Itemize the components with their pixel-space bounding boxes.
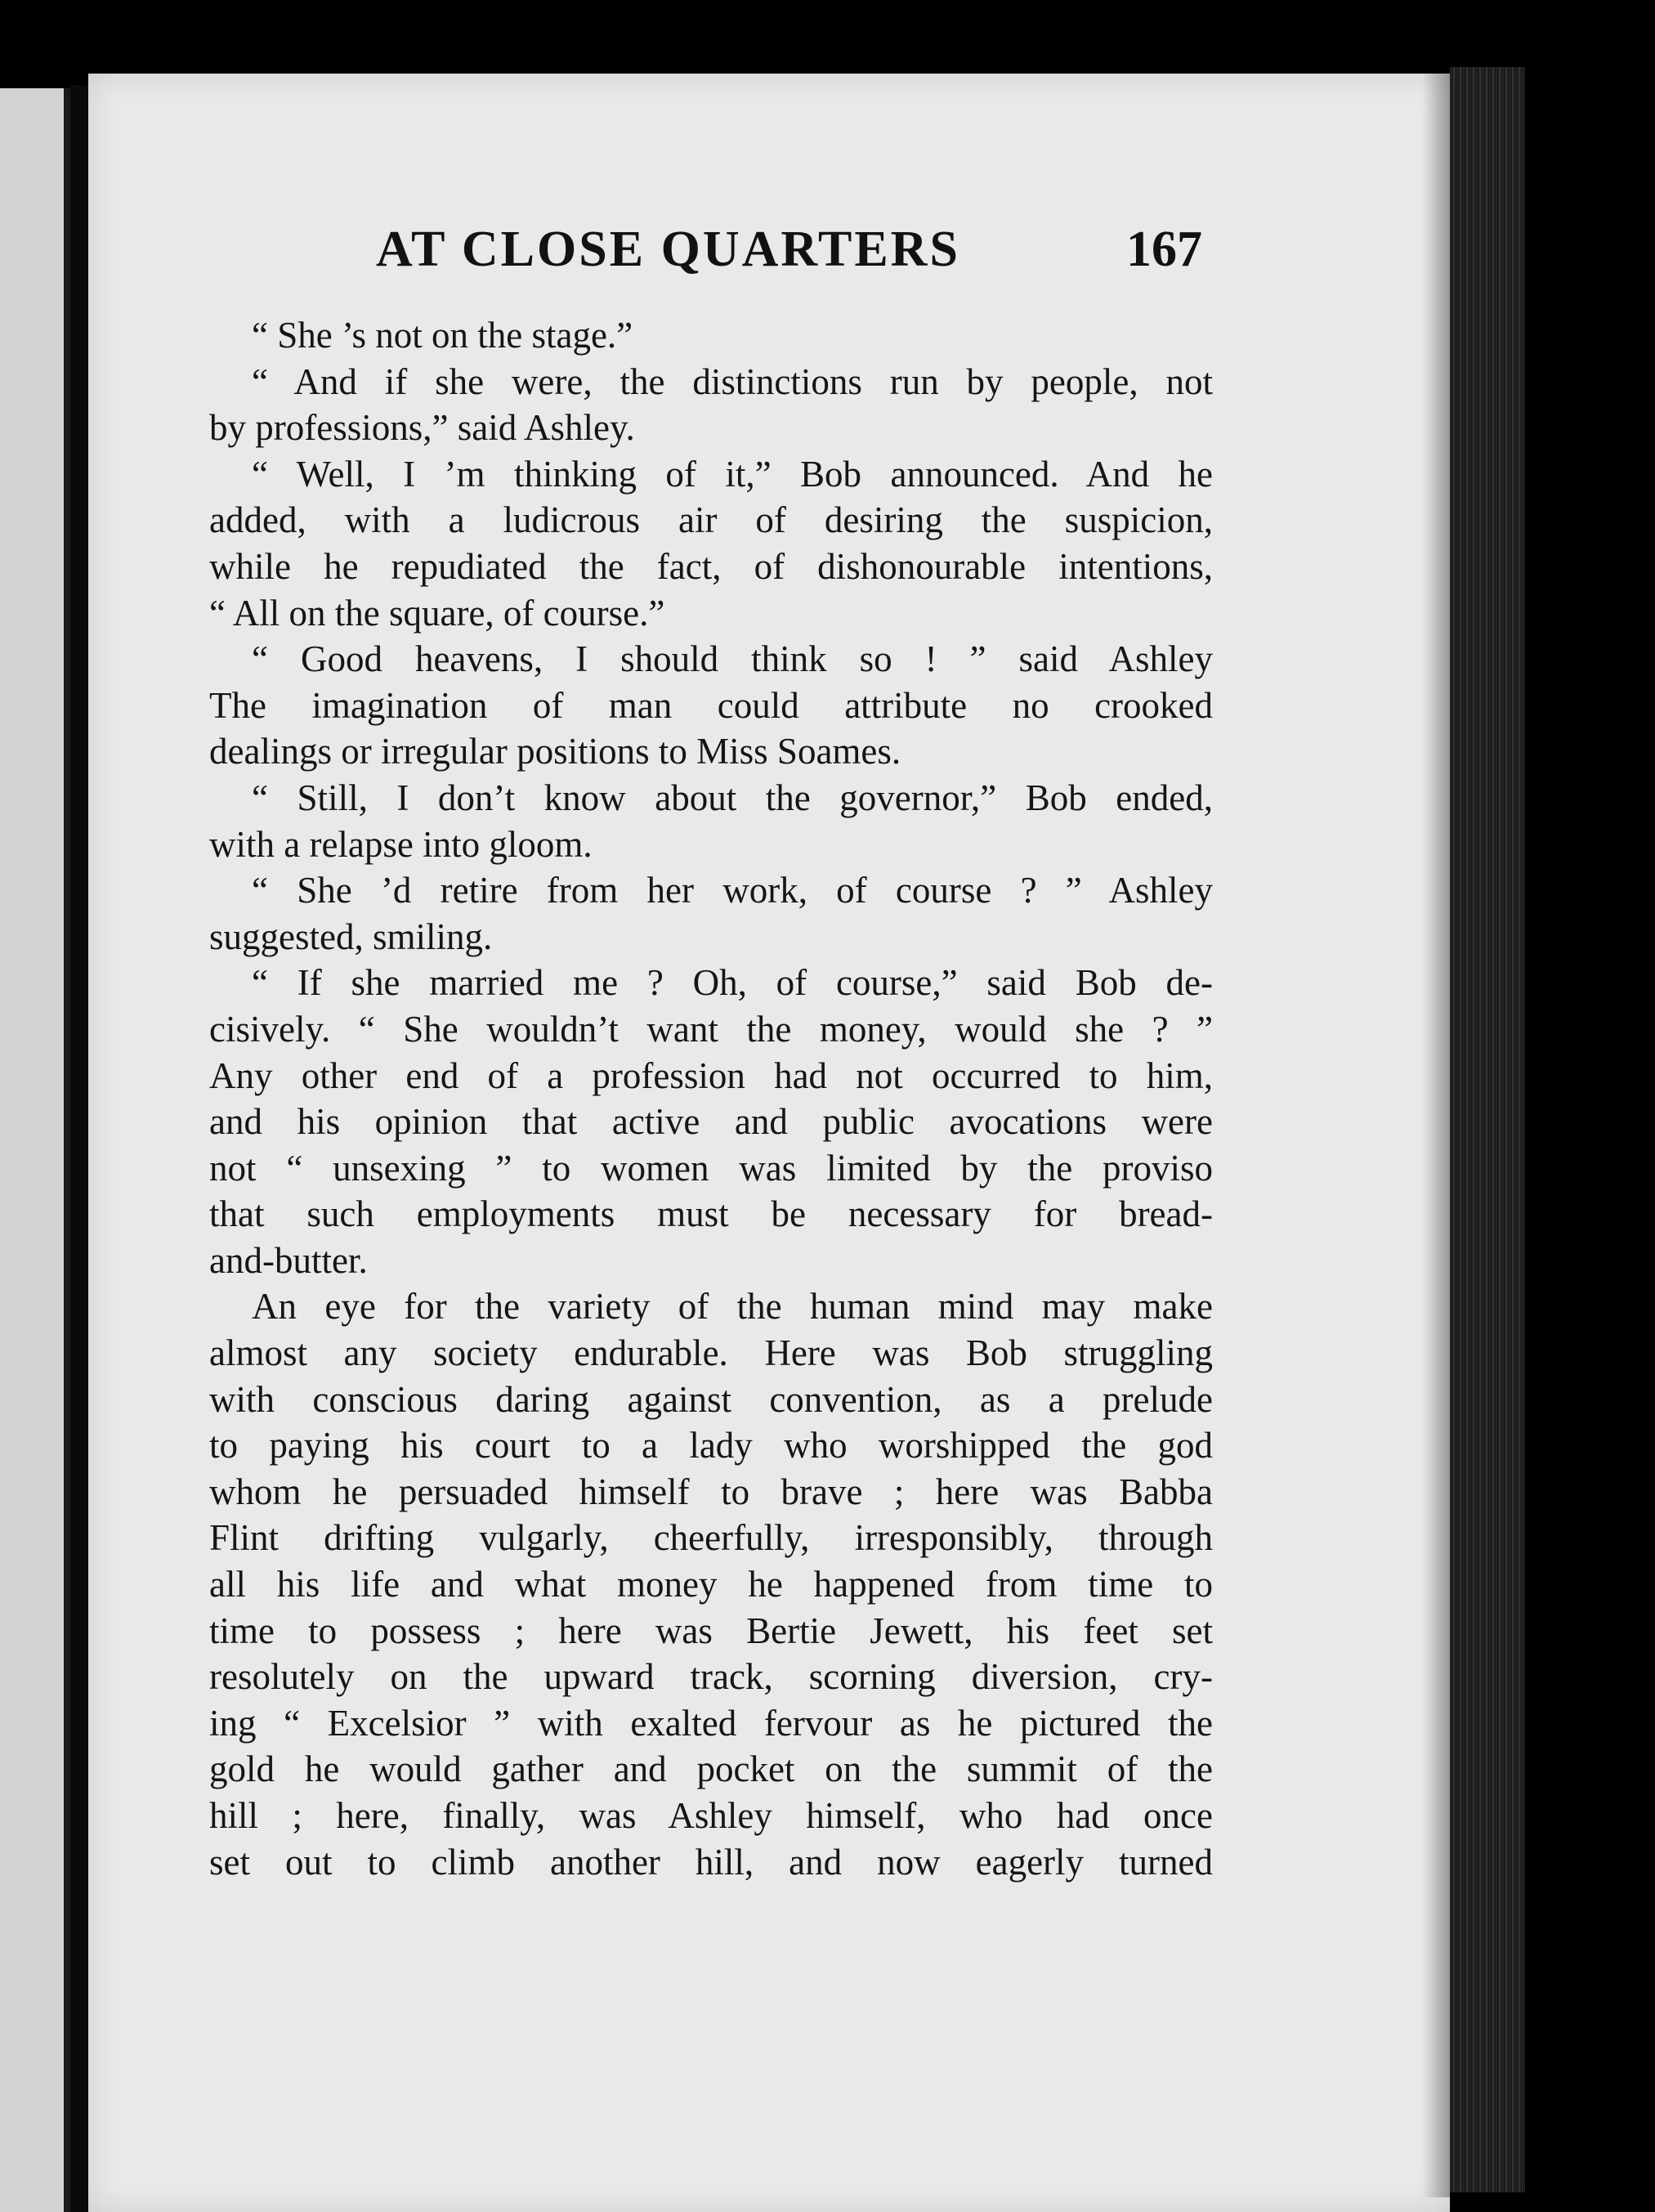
text-line: “ If she married me ? Oh, of course,” said Bob de- xyxy=(252,962,1213,1004)
text-line: gold he would gather and pocket on the summit of the xyxy=(209,1749,1213,1790)
running-head: AT CLOSE QUARTERS xyxy=(376,222,960,277)
text-line: not “ unsexing ” to women was limited by the proviso xyxy=(209,1147,1213,1189)
text-line: cisively. “ She wouldn’t want the money, would she ? ” xyxy=(209,1008,1213,1050)
text-line: and his opinion that active and public avocations were xyxy=(209,1101,1213,1143)
text-line: “ She ’s not on the stage.” xyxy=(252,315,633,356)
text-line: time to possess ; here was Bertie Jewett, his feet set xyxy=(209,1610,1213,1651)
text-line: Any other end of a profession had not occurred to him, xyxy=(209,1055,1213,1096)
text-line: “ Still, I don’t know about the governor,” Bob ended, xyxy=(252,777,1213,818)
text-line: set out to climb another hill, and now eagerly turned xyxy=(209,1841,1213,1883)
text-line: suggested, smiling. xyxy=(209,916,493,957)
text-line: ing “ Excelsior ” with exalted fervour as he pictured the xyxy=(209,1702,1213,1744)
page-number: 167 xyxy=(1126,222,1202,277)
text-line: Flint drifting vulgarly, cheerfully, irresponsibly, through xyxy=(209,1517,1213,1559)
text-line: with a relapse into gloom. xyxy=(209,823,593,865)
text-line: all his life and what money he happened from time to xyxy=(209,1564,1213,1605)
text-line: and-butter. xyxy=(209,1239,368,1281)
page-edge-line xyxy=(64,88,70,2212)
text-line: hill ; here, finally, was Ashley himself, who had once xyxy=(209,1795,1213,1836)
text-line: “ Well, I ’m thinking of it,” Bob announced. And he xyxy=(252,453,1213,495)
page-block-edges xyxy=(1450,67,1525,2192)
text-line: The imagination of man could attribute no crooked xyxy=(209,684,1213,726)
text-line: dealings or irregular positions to Miss Soames. xyxy=(209,731,901,772)
text-line: by professions,” said Ashley. xyxy=(209,407,635,449)
body-text xyxy=(209,312,1213,1885)
text-line: “ Good heavens, I should think so ! ” said Ashley xyxy=(252,638,1213,680)
text-line: An eye for the variety of the human mind may make xyxy=(252,1286,1213,1328)
text-line: whom he persuaded himself to brave ; here was Babba xyxy=(209,1471,1213,1512)
text-line: “ And if she were, the distinctions run by people, not xyxy=(252,360,1213,402)
text-line: with conscious daring against convention, as a prelude xyxy=(209,1378,1213,1420)
text-line: “ She ’d retire from her work, of course ? ” Ashley xyxy=(252,870,1213,911)
book-gutter xyxy=(70,85,90,2212)
text-line: “ All on the square, of course.” xyxy=(209,592,665,634)
text-line: added, with a ludicrous air of desiring the suspicion, xyxy=(209,499,1213,541)
text-line: resolutely on the upward track, scorning diversion, cry- xyxy=(209,1656,1213,1698)
text-line: to paying his court to a lady who worshipped the god xyxy=(209,1425,1213,1466)
page-curl-shadow xyxy=(1422,72,1453,2197)
previous-page-edge xyxy=(0,88,69,2212)
text-line: almost any society endurable. Here was Bob struggling xyxy=(209,1332,1213,1374)
text-line: while he repudiated the fact, of dishonourable intentions, xyxy=(209,545,1213,587)
text-line: that such employments must be necessary for bread- xyxy=(209,1193,1213,1235)
